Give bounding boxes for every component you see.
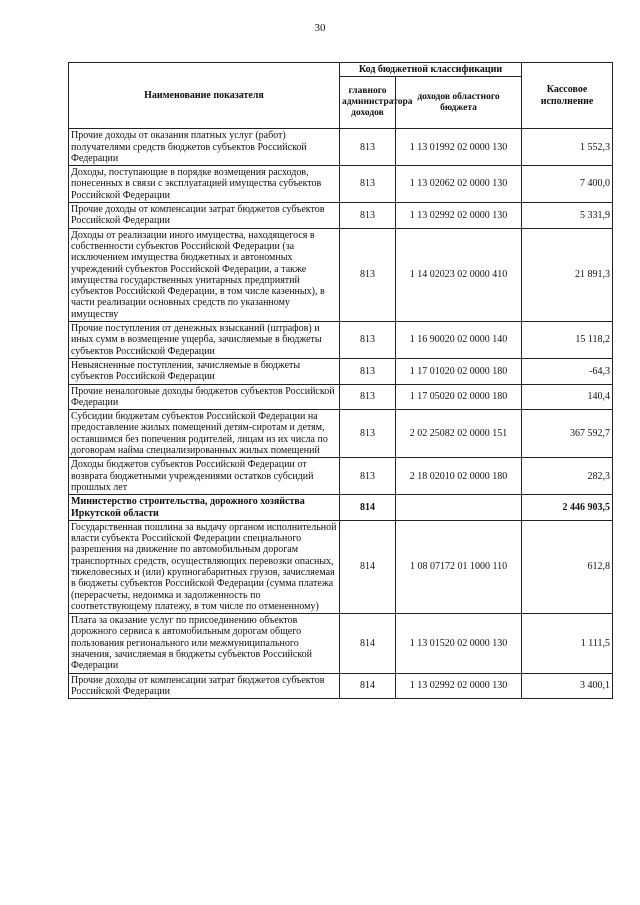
row-amount: 15 118,2 [522, 322, 613, 359]
header-code: доходов областного бюджета [396, 77, 522, 129]
row-admin-code: 813 [340, 228, 396, 321]
row-budget-code: 1 17 05020 02 0000 180 [396, 384, 522, 410]
row-name: Прочие доходы от оказания платных услуг (работ) получателями средств бюджетов субъектов Российской Федерации [69, 129, 340, 166]
row-budget-code: 2 18 02010 02 0000 180 [396, 458, 522, 495]
header-amount: Кассовое исполнение [522, 63, 613, 129]
row-admin-code: 813 [340, 166, 396, 203]
row-admin-code: 814 [340, 495, 396, 521]
row-name: Доходы от реализации иного имущества, находящегося в собственности субъектов Российской Федерации (за исключением имущества бюджетных и автономных учреждений субъектов Российской Федерации, а также имущества государственных унитарных предприятий субъектов Российской Федерации, в том числе казенных), в части реализации основных средств по указанному имуществу [69, 228, 340, 321]
row-amount: 2 446 903,5 [522, 495, 613, 521]
table-row [69, 203, 613, 229]
row-amount: 1 552,3 [522, 129, 613, 166]
row-admin-code: 813 [340, 322, 396, 359]
row-admin-code: 813 [340, 458, 396, 495]
table-row [69, 410, 613, 458]
row-name: Плата за оказание услуг по присоединению объектов дорожного сервиса к автомобильным дорогам общего пользования регионального или межмуниципального значения, зачисляемая в бюджеты субъектов Российской Федерации [69, 614, 340, 673]
row-admin-code: 813 [340, 358, 396, 384]
budget-table [68, 62, 613, 699]
page-number: 30 [314, 22, 326, 34]
row-name: Прочие поступления от денежных взысканий (штрафов) и иных сумм в возмещение ущерба, зачисляемые в бюджеты субъектов Российской Федерации [69, 322, 340, 359]
row-amount: 3 400,1 [522, 673, 613, 699]
row-name: Доходы, поступающие в порядке возмещения расходов, понесенных в связи с эксплуатацией имущества субъектов Российской Федерации [69, 166, 340, 203]
table-row [69, 166, 613, 203]
row-budget-code [396, 495, 522, 521]
row-amount: 7 400,0 [522, 166, 613, 203]
row-budget-code: 1 13 01992 02 0000 130 [396, 129, 522, 166]
row-admin-code: 813 [340, 129, 396, 166]
table-row [69, 520, 613, 613]
header-group: Код бюджетной классификации [340, 63, 522, 77]
row-name: Невыясненные поступления, зачисляемые в бюджеты субъектов Российской Федерации [69, 358, 340, 384]
row-amount: 612,8 [522, 520, 613, 613]
row-admin-code: 813 [340, 203, 396, 229]
row-budget-code: 1 13 02992 02 0000 130 [396, 673, 522, 699]
row-budget-code: 1 16 90020 02 0000 140 [396, 322, 522, 359]
row-budget-code: 1 13 01520 02 0000 130 [396, 614, 522, 673]
row-admin-code: 813 [340, 410, 396, 458]
row-admin-code: 814 [340, 520, 396, 613]
table-row [69, 458, 613, 495]
row-amount: 282,3 [522, 458, 613, 495]
row-name: Государственная пошлина за выдачу органом исполнительной власти субъекта Российской Федерации специального разрешения на движение по автомобильным дорогам транспортных средств, осуществляющих перевозки опасных, тяжеловесных и (или) крупногабаритных грузов, зачисляемая в бюджеты субъектов Российской Федерации (сумма платежа (перерасчеты, недоимка и задолженность по соответствующему платежу, в том числе по отмененному) [69, 520, 340, 613]
row-amount: 21 891,3 [522, 228, 613, 321]
row-budget-code: 1 13 02992 02 0000 130 [396, 203, 522, 229]
table-row [69, 228, 613, 321]
table-header [69, 63, 613, 129]
table-row [69, 384, 613, 410]
table-row [69, 358, 613, 384]
row-amount: -64,3 [522, 358, 613, 384]
row-admin-code: 814 [340, 673, 396, 699]
table-row [69, 322, 613, 359]
row-budget-code: 2 02 25082 02 0000 151 [396, 410, 522, 458]
row-amount: 1 111,5 [522, 614, 613, 673]
row-budget-code: 1 17 01020 02 0000 180 [396, 358, 522, 384]
table-row [69, 673, 613, 699]
row-admin-code: 813 [340, 384, 396, 410]
row-name: Субсидии бюджетам субъектов Российской Федерации на предоставление жилых помещений детям-сиротам и детям, оставшимся без попечения родителей, лицам из их числа по договорам найма специализированных жилых помещений [69, 410, 340, 458]
row-budget-code: 1 13 02062 02 0000 130 [396, 166, 522, 203]
row-admin-code: 814 [340, 614, 396, 673]
row-name: Прочие неналоговые доходы бюджетов субъектов Российской Федерации [69, 384, 340, 410]
row-name: Прочие доходы от компенсации затрат бюджетов субъектов Российской Федерации [69, 203, 340, 229]
table-row [69, 495, 613, 521]
row-budget-code: 1 08 07172 01 1000 110 [396, 520, 522, 613]
row-budget-code: 1 14 02023 02 0000 410 [396, 228, 522, 321]
row-name: Доходы бюджетов субъектов Российской Федерации от возврата бюджетными учреждениями остатков субсидий прошлых лет [69, 458, 340, 495]
table-row [69, 129, 613, 166]
header-name: Наименование показателя [69, 63, 340, 129]
row-amount: 5 331,9 [522, 203, 613, 229]
row-name: Министерство строительства, дорожного хозяйства Иркутской области [69, 495, 340, 521]
table-body [69, 129, 613, 699]
header-admin: главного администратора доходов [340, 77, 396, 129]
row-amount: 367 592,7 [522, 410, 613, 458]
row-amount: 140,4 [522, 384, 613, 410]
table-row [69, 614, 613, 673]
row-name: Прочие доходы от компенсации затрат бюджетов субъектов Российской Федерации [69, 673, 340, 699]
